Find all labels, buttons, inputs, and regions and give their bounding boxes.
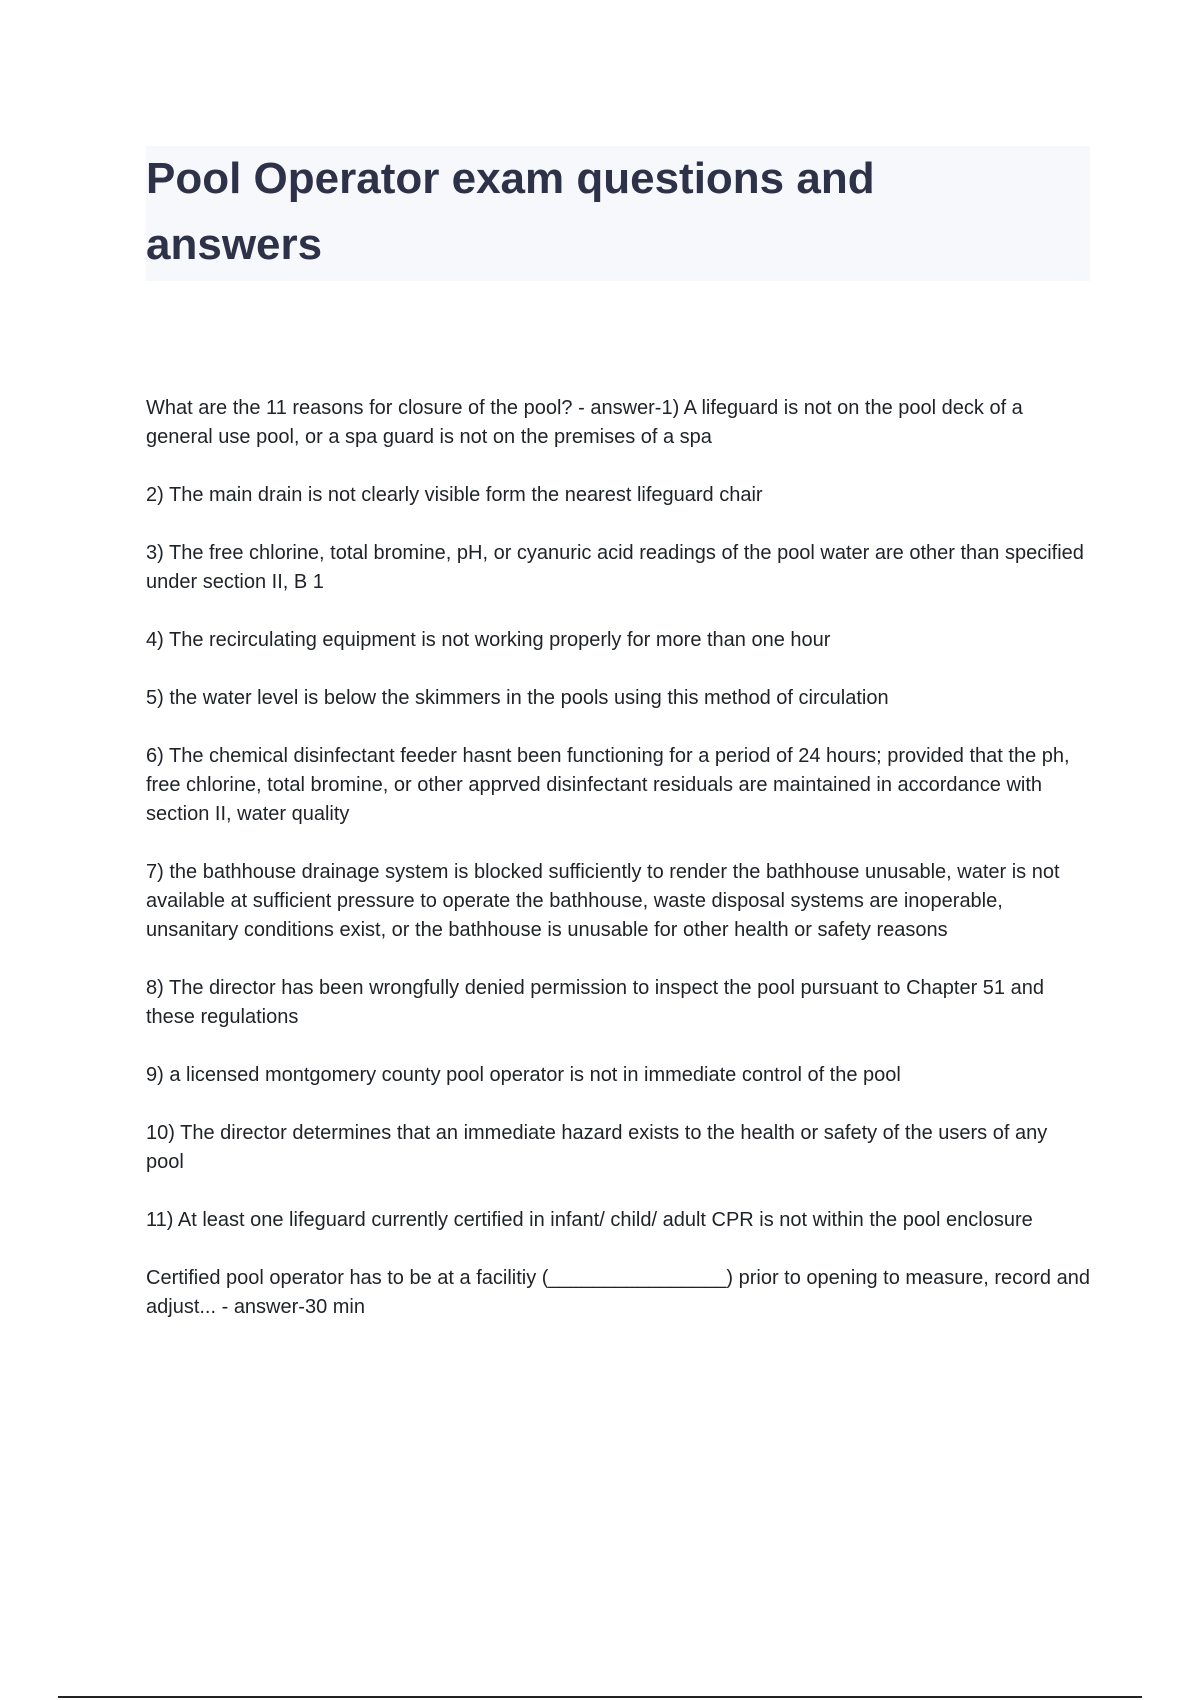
paragraph-3: 3) The free chlorine, total bromine, pH, or cyanuric acid readings of the pool water are other than specified under section II, B 1 xyxy=(146,542,1084,593)
paragraph-7: 7) the bathhouse drainage system is blocked sufficiently to render the bathhouse unusable, water is not available at sufficient pressure to operate the bathhouse, waste disposal systems are inoperable, unsanitary conditions exist, or the bathhouse is unusable for other health or safety reasons xyxy=(146,861,1060,941)
document-body xyxy=(146,394,1090,1351)
paragraph-2: 2) The main drain is not clearly visible form the nearest lifeguard chair xyxy=(146,484,763,506)
paragraph-5: 5) the water level is below the skimmers in the pools using this method of circulation xyxy=(146,687,889,709)
paragraph-9: 9) a licensed montgomery county pool operator is not in immediate control of the pool xyxy=(146,1064,901,1086)
paragraph-12: Certified pool operator has to be at a facilitiy (________________) prior to opening to measure, record and adjust... - answer-30 min xyxy=(146,1267,1090,1318)
footer-divider xyxy=(58,1696,1142,1698)
paragraph-6: 6) The chemical disinfectant feeder hasnt been functioning for a period of 24 hours; provided that the ph, free chlorine, total bromine, or other apprved disinfectant residuals are maintained in accordance with section II, water quality xyxy=(146,745,1070,825)
paragraph-8: 8) The director has been wrongfully denied permission to inspect the pool pursuant to Chapter 51 and these regulations xyxy=(146,977,1044,1028)
title-banner xyxy=(146,146,1090,281)
page-title: Pool Operator exam questions and answers xyxy=(146,154,875,269)
paragraph-1: What are the 11 reasons for closure of the pool? - answer-1) A lifeguard is not on the pool deck of a general use pool, or a spa guard is not on the premises of a spa xyxy=(146,397,1023,448)
paragraph-11: 11) At least one lifeguard currently certified in infant/ child/ adult CPR is not within the pool enclosure xyxy=(146,1209,1033,1231)
paragraph-4: 4) The recirculating equipment is not working properly for more than one hour xyxy=(146,629,831,651)
paragraph-10: 10) The director determines that an immediate hazard exists to the health or safety of the users of any pool xyxy=(146,1122,1048,1173)
